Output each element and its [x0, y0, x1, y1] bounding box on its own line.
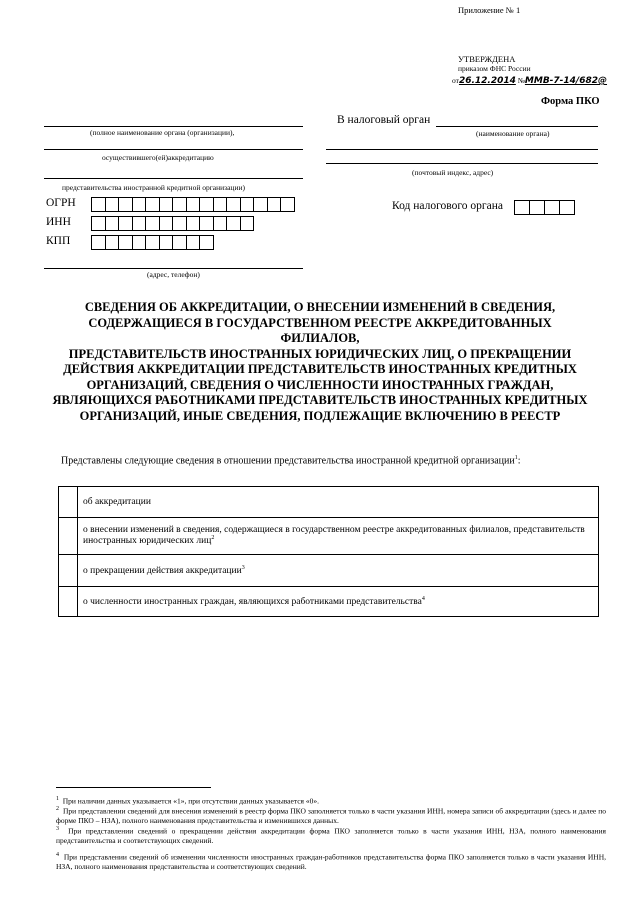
caption-accredited: осуществившего(ей)аккредитацию: [102, 153, 214, 162]
footnote: $^1$ При наличии данных указывается «1», при отсутствии данных указывается «0».: [56, 796, 319, 806]
ogrn-label: ОГРН: [46, 197, 76, 209]
footnote: $^2$ При представлении сведений для внесения изменений в реестр форма ПКО заполняется только в части указания ИНН, номера записи об аккредитации (здесь и далее по форме ПКО – НЗА), полного наименования представительства и изменившихся данных.: [56, 806, 607, 826]
inn-cells[interactable]: [91, 216, 253, 231]
option-row: [59, 587, 599, 617]
approved-label: УТВЕРЖДЕНА: [458, 54, 516, 64]
option-label: об аккредитации: [78, 487, 599, 518]
appendix-label: Приложение № 1: [458, 5, 521, 15]
postal-line[interactable]: [326, 163, 598, 164]
intro-footnote-ref: 1: [514, 455, 518, 461]
option-label: о прекращении действия аккредитации$^3$: [78, 555, 599, 587]
option-row: [59, 487, 599, 518]
form-name: Форма ПКО: [541, 96, 600, 107]
organ-line-2[interactable]: [326, 149, 598, 150]
order-label: приказом ФНС России: [458, 64, 531, 73]
caption-organ-name: (наименование органа): [476, 129, 550, 138]
option-row: [59, 518, 599, 555]
inn-label: ИНН: [46, 216, 71, 228]
tax-organ-line[interactable]: [436, 126, 598, 127]
kpp-label: КПП: [46, 235, 71, 247]
footnote-separator: [56, 787, 211, 788]
title-line: ПРЕДСТАВИТЕЛЬСТВ ИНОСТРАННЫХ ЮРИДИЧЕСКИХ ЛИЦ, О ПРЕКРАЩЕНИИ: [68, 346, 572, 361]
document-title: [50, 300, 590, 424]
option-row: [59, 555, 599, 587]
representation-line[interactable]: [44, 178, 303, 179]
option-checkbox[interactable]: [59, 587, 78, 617]
caption-postal: (почтовый индекс, адрес): [412, 168, 494, 177]
tax-code-cells[interactable]: [514, 200, 574, 215]
caption-representation: представительства иностранной кредитной организации): [62, 183, 245, 192]
ogrn-cells[interactable]: [91, 197, 294, 212]
date-value: 26.12.2014: [458, 76, 516, 86]
footnote: $^3$ При представлении сведений о прекращении действия аккредитации форма ПКО заполняется только в части указания ИНН, НЗА, полного наименования представительства и соответствующих сведений.: [56, 826, 607, 846]
intro-end: :: [517, 455, 521, 467]
title-line: СОДЕРЖАЩИЕСЯ В ГОСУДАРСТВЕННОМ РЕЕСТРЕ АККРЕДИТОВАННЫХ ФИЛИАЛОВ,: [88, 315, 552, 345]
options-table: [58, 486, 599, 617]
number-prefix: №: [517, 76, 525, 85]
caption-full-name: (полное наименование органа (организации),: [90, 128, 235, 137]
address-line[interactable]: [44, 268, 303, 269]
option-checkbox[interactable]: [59, 518, 78, 555]
accredited-by-line[interactable]: [44, 149, 303, 150]
option-checkbox[interactable]: [59, 487, 78, 518]
title-line: ЯВЛЯЮЩИХСЯ РАБОТНИКАМИ ПРЕДСТАВИТЕЛЬСТВ ИНОСТРАННЫХ КРЕДИТНЫХ: [52, 393, 588, 407]
title-line: ОРГАНИЗАЦИЙ, ИНЫЕ СВЕДЕНИЯ, ПОДЛЕЖАЩИЕ ВКЛЮЧЕНИЮ В РЕЕСТР: [79, 408, 561, 423]
full-name-line[interactable]: [44, 126, 303, 127]
caption-address: (адрес, телефон): [147, 270, 200, 279]
tax-organ-label: В налоговый орган: [337, 114, 431, 126]
number-value: ММВ-7-14/682@: [524, 76, 608, 86]
footnote: $^4$ При представлении сведений об изменении численности иностранных граждан-работников представительства форма ПКО заполняется только в части указания ИНН, НЗА, полного наименования представительства и соответствующих сведений.: [56, 852, 607, 872]
option-label: о численности иностранных граждан, являющихся работниками представительства$^4$: [78, 587, 599, 617]
option-checkbox[interactable]: [59, 555, 78, 587]
title-line: ДЕЙСТВИЯ АККРЕДИТАЦИИ ПРЕДСТАВИТЕЛЬСТВ ИНОСТРАННЫХ КРЕДИТНЫХ: [63, 362, 577, 376]
intro-body: Представлены следующие сведения в отношении представительства иностранной кредитной организации: [61, 455, 515, 467]
date-prefix: от: [452, 76, 459, 85]
option-label: о внесении изменений в сведения, содержащиеся в государственном реестре аккредитованных филиалов, представительств иностранных юридических лиц$^2$: [78, 518, 599, 555]
title-line: ОРГАНИЗАЦИЙ, СВЕДЕНИЯ О ЧИСЛЕННОСТИ ИНОСТРАННЫХ ГРАЖДАН,: [86, 377, 554, 392]
title-line: СВЕДЕНИЯ ОБ АККРЕДИТАЦИИ, О ВНЕСЕНИИ ИЗМЕНЕНИЙ В СВЕДЕНИЯ,: [84, 300, 556, 314]
kpp-cells[interactable]: [91, 235, 213, 250]
intro-text: [61, 455, 521, 466]
approval-date-line: [452, 76, 607, 86]
tax-code-label: Код налогового органа: [392, 200, 504, 212]
